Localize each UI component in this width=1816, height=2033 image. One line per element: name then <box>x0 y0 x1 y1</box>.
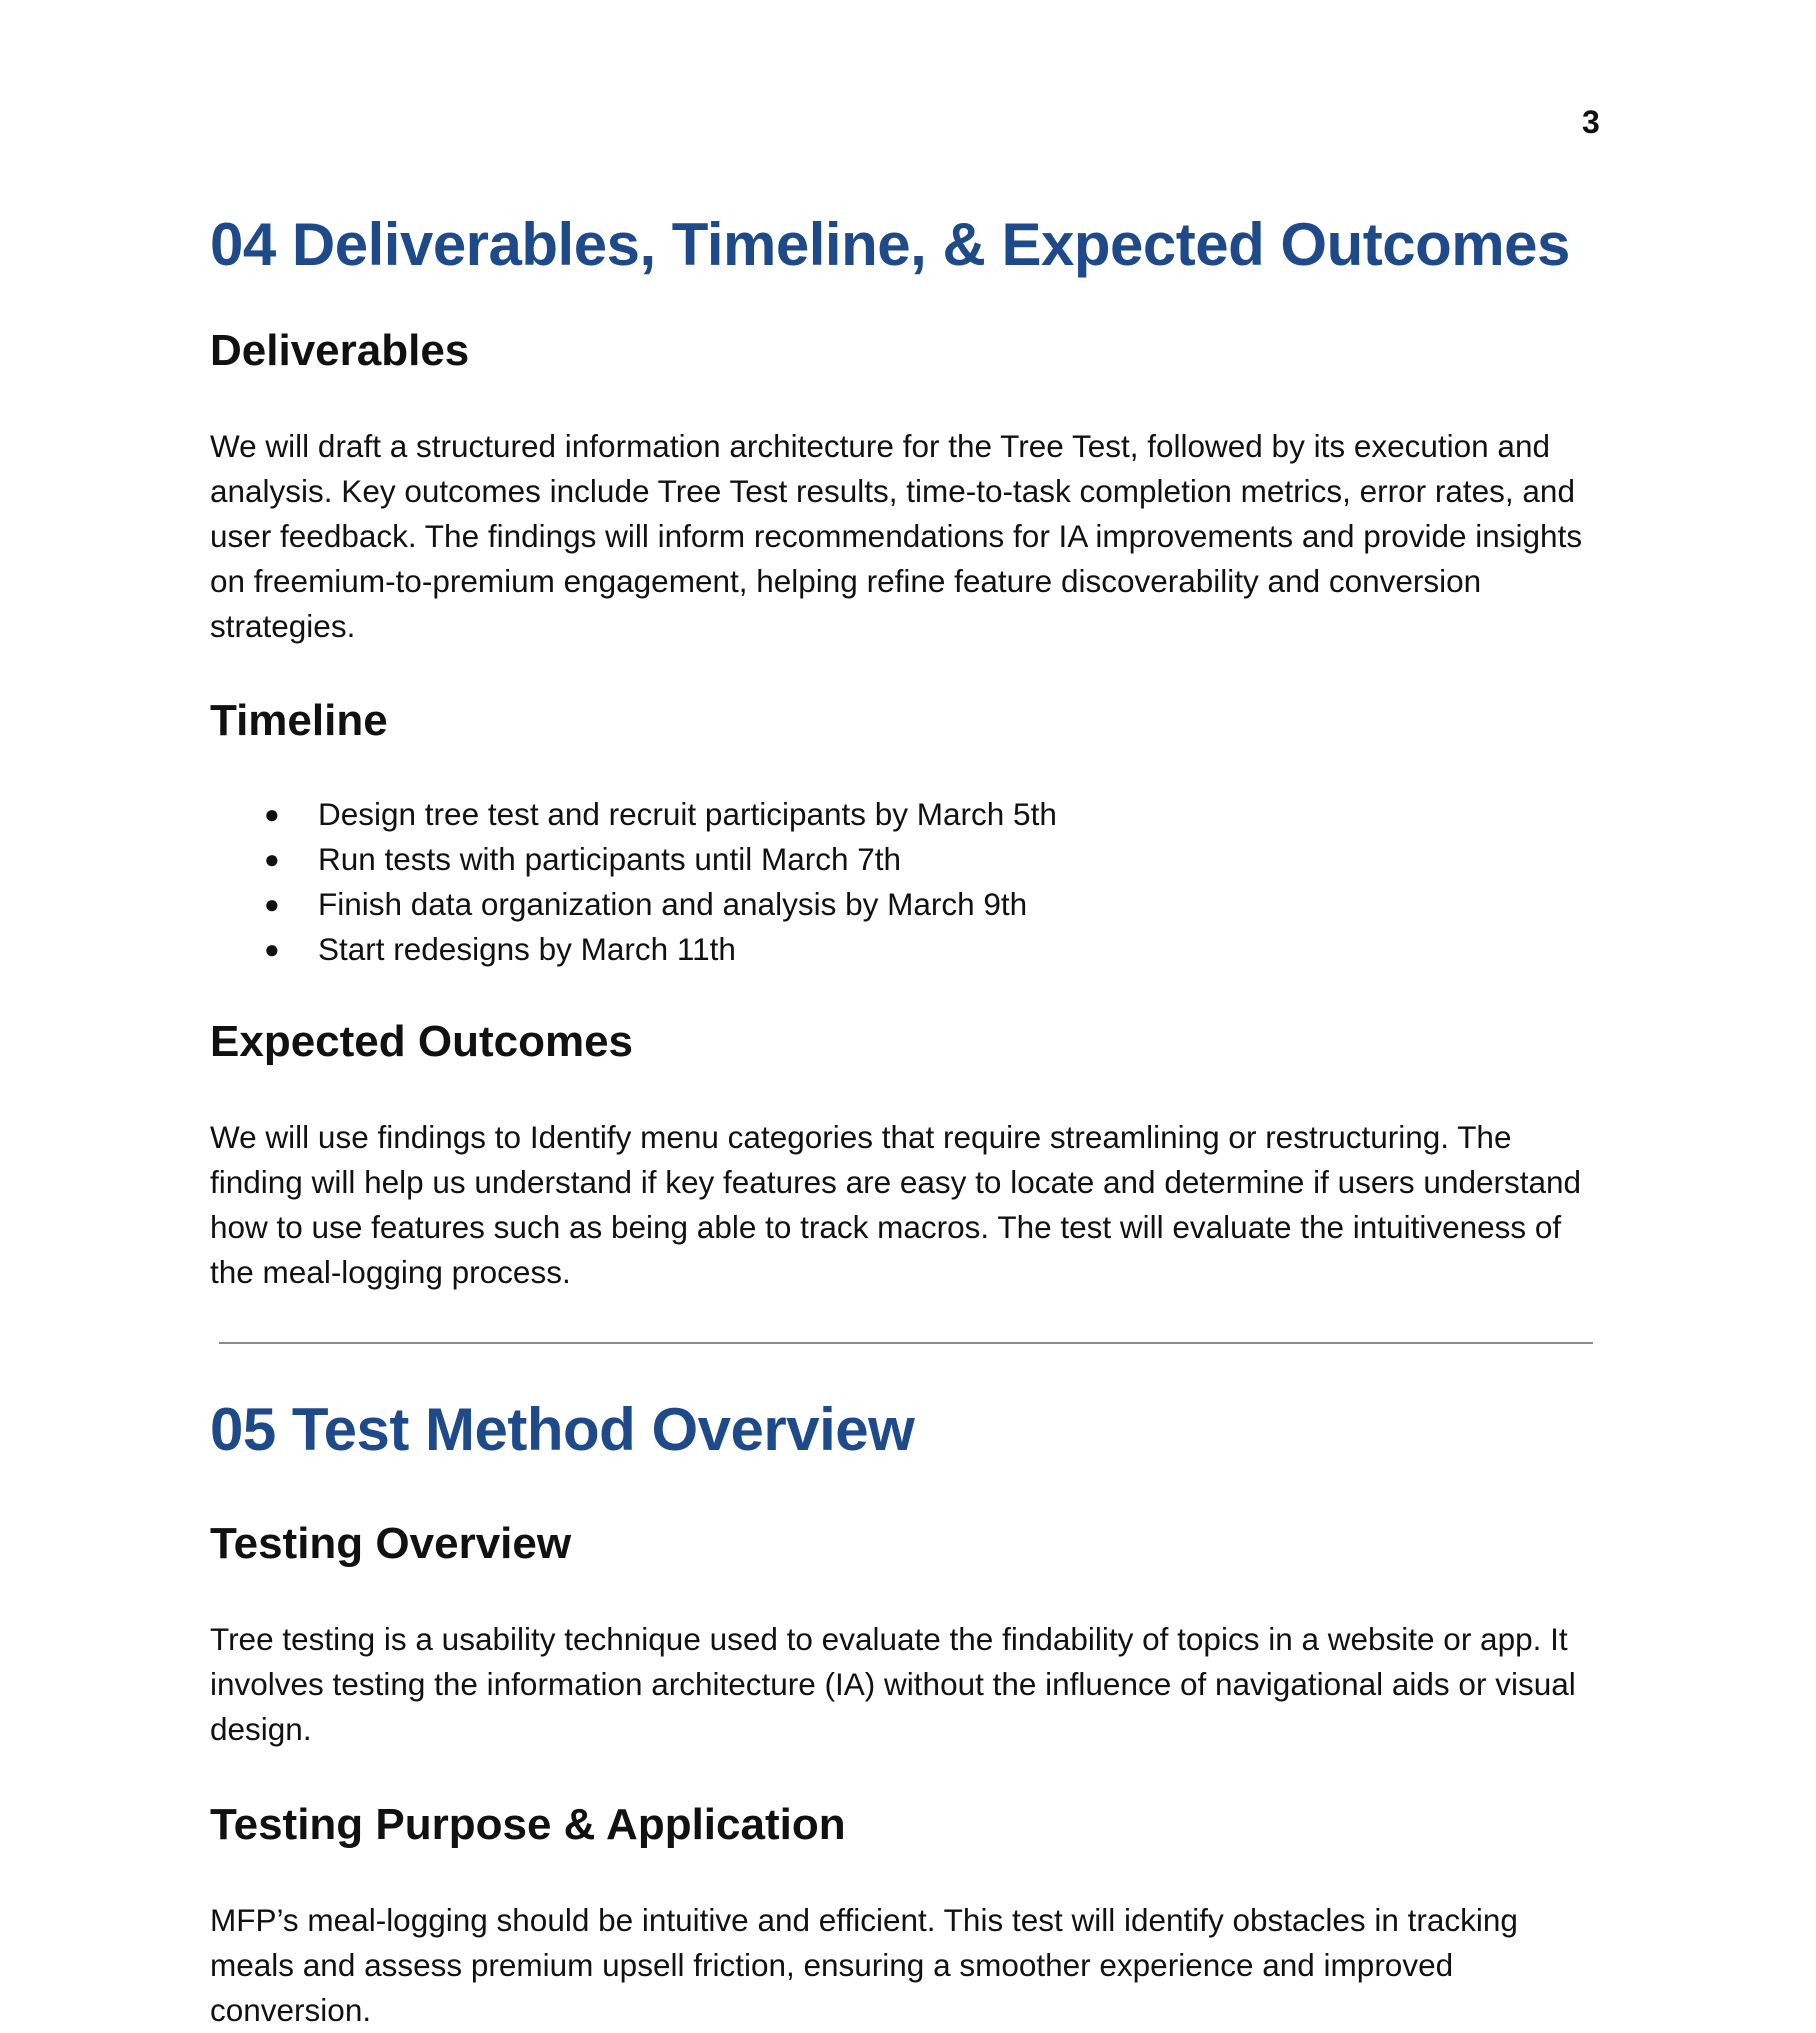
page-number: 3 <box>1582 104 1600 140</box>
timeline-item <box>210 927 1610 972</box>
expected-outcomes-heading: Expected Outcomes <box>210 1017 634 1066</box>
timeline-item-text: Start redesigns by March 11th <box>318 931 736 967</box>
timeline-item-text: Design tree test and recruit participants by March 5th <box>318 796 1057 832</box>
page-content <box>210 205 1610 2033</box>
timeline-item <box>210 882 1610 927</box>
bullet-icon: ● <box>264 799 280 829</box>
section-04-title: 04 Deliverables, Timeline, & Expected Outcomes <box>210 211 1570 278</box>
timeline-item <box>210 792 1610 837</box>
deliverables-heading: Deliverables <box>210 326 470 375</box>
testing-purpose-paragraph: MFP’s meal-logging should be intuitive and efficient. This test will identify obstacles in tracking meals and assess premium upsell friction, ensuring a smoother experience and improved conversion. <box>210 1902 1518 2028</box>
bullet-icon: ● <box>264 844 280 874</box>
timeline-heading: Timeline <box>210 696 388 745</box>
timeline-item-text: Run tests with participants until March 7th <box>318 841 902 877</box>
bullet-icon: ● <box>264 889 280 919</box>
timeline-list <box>210 792 1610 972</box>
timeline-item <box>210 837 1610 882</box>
section-divider <box>219 1342 1593 1344</box>
testing-purpose-heading: Testing Purpose & Application <box>210 1800 846 1849</box>
testing-overview-paragraph: Tree testing is a usability technique used to evaluate the findability of topics in a website or app. It involves testing the information architecture (IA) without the influence of navigational aids or visual design. <box>210 1621 1576 1747</box>
section-05-title: 05 Test Method Overview <box>210 1396 915 1463</box>
expected-outcomes-paragraph: We will use findings to Identify menu categories that require streamlining or restructuring. The finding will help us understand if key features are easy to locate and determine if users understand how to use features such as being able to track macros. The test will evaluate the intuitiveness of the meal-logging process. <box>210 1119 1582 1290</box>
timeline-item-text: Finish data organization and analysis by March 9th <box>318 886 1028 922</box>
bullet-icon: ● <box>264 934 280 964</box>
deliverables-paragraph: We will draft a structured information architecture for the Tree Test, followed by its execution and analysis. Key outcomes include Tree Test results, time-to-task completion metrics, error rates, and user feedback. The findings will inform recommendations for IA improvements and provide insights on freemium-to-premium engagement, helping refine feature discoverability and conversion strategies. <box>210 428 1583 644</box>
testing-overview-heading: Testing Overview <box>210 1519 572 1568</box>
